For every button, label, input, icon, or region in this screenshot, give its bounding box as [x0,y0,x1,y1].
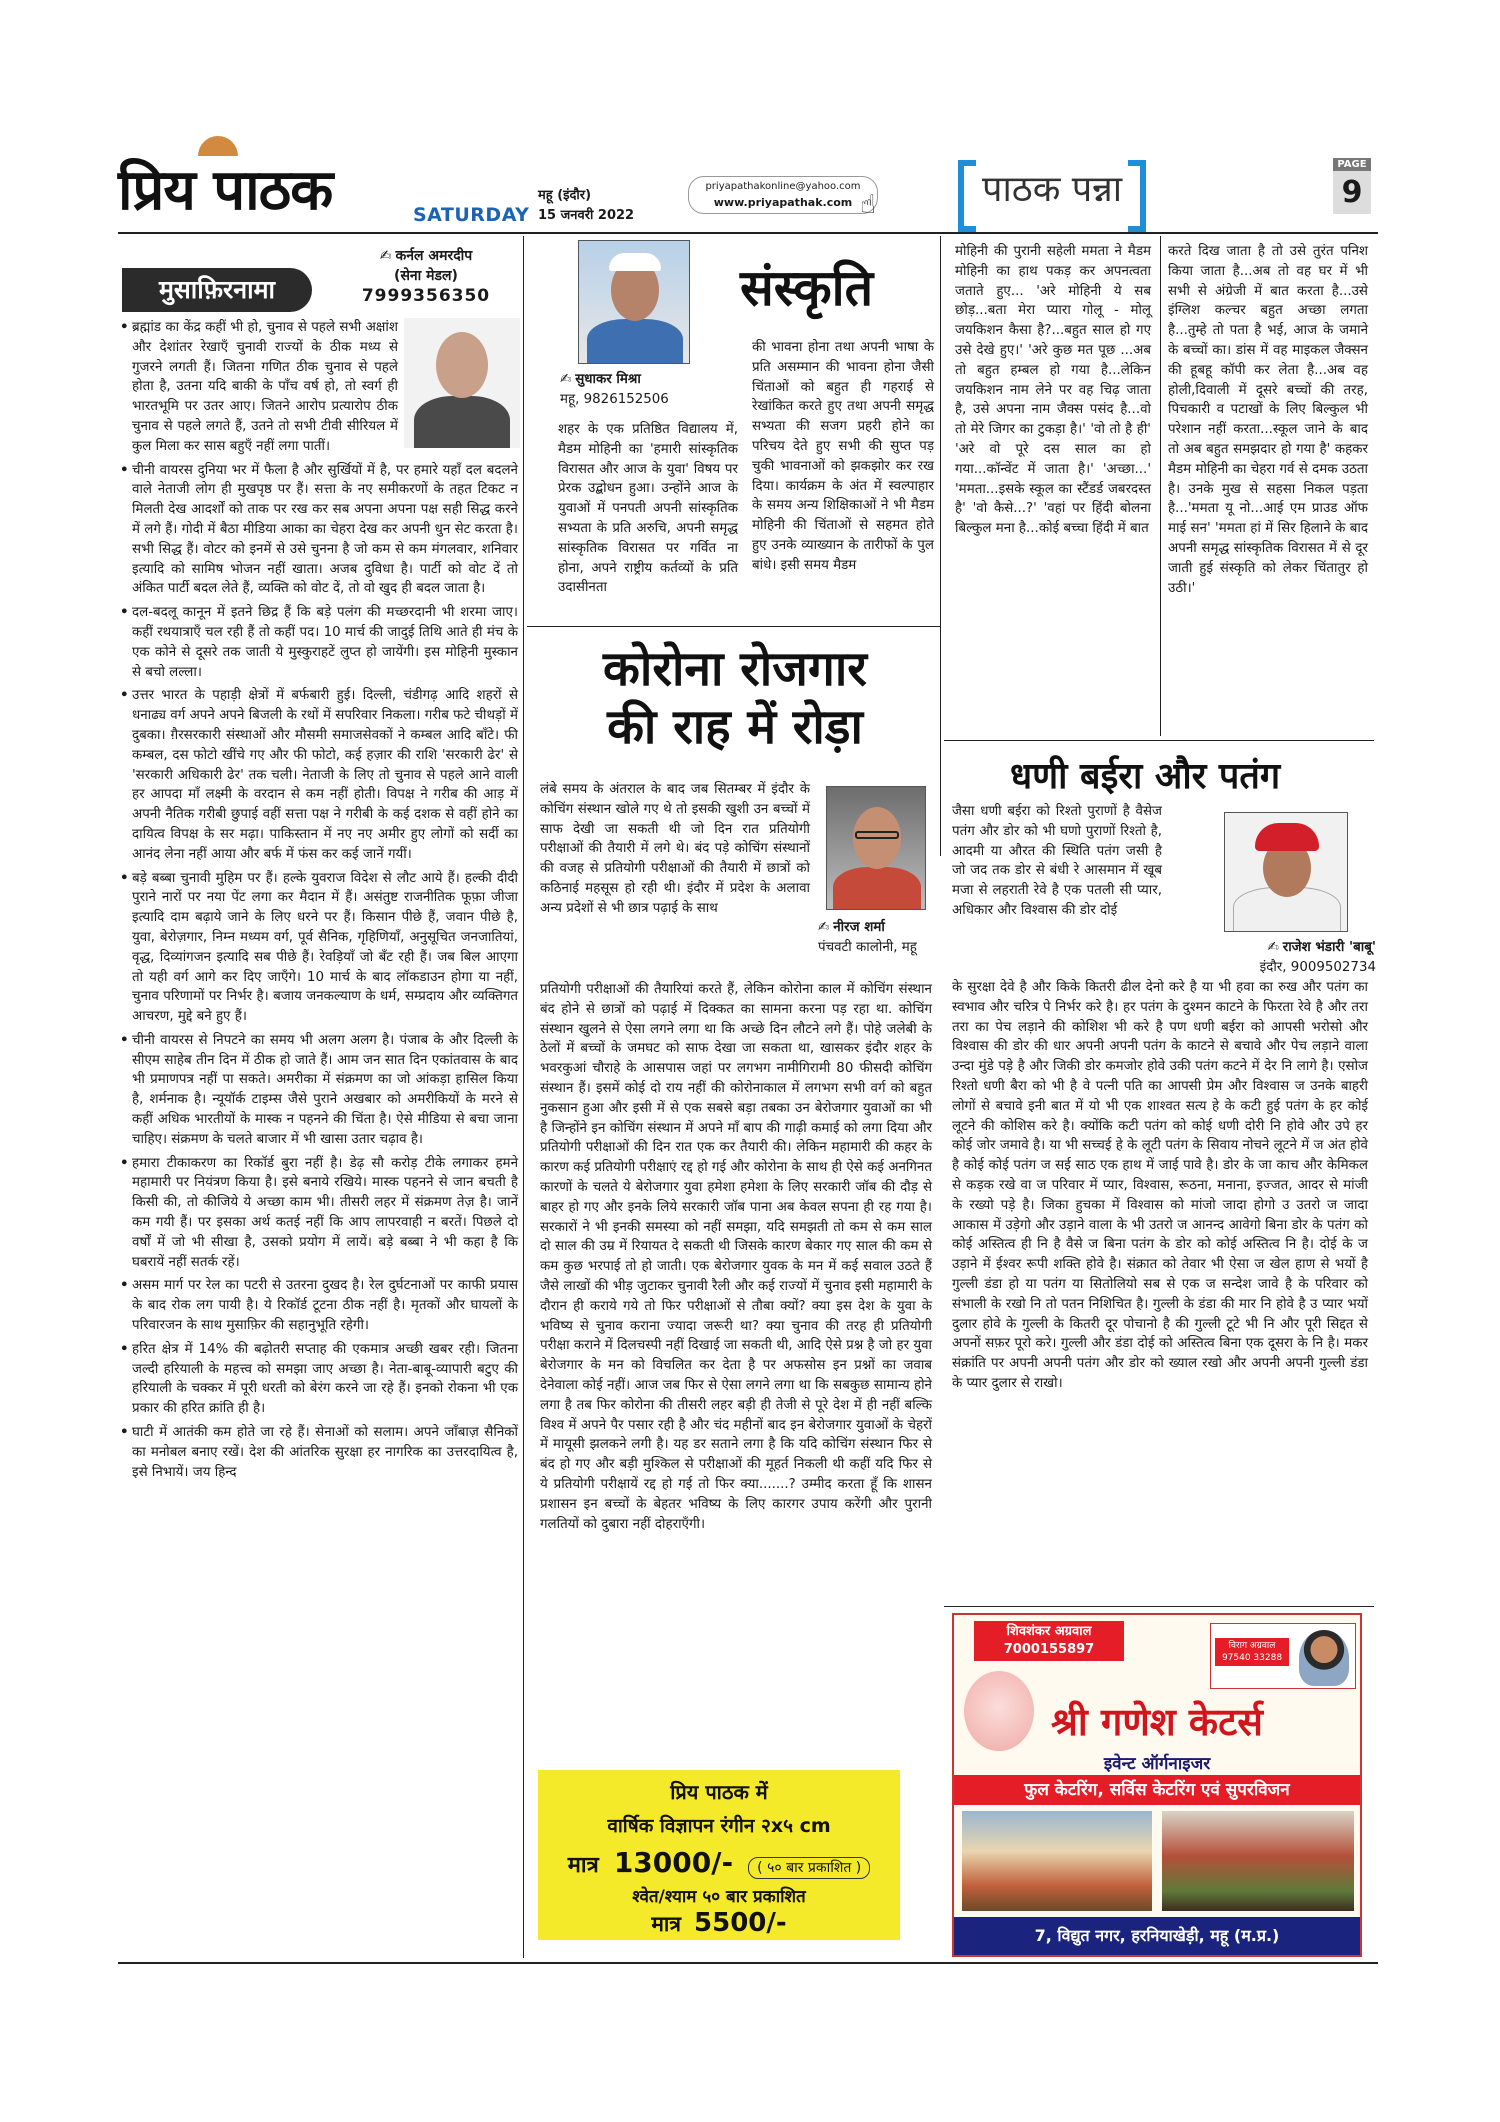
sanskriti-col1: शहर के एक प्रतिष्ठित विद्यालय में, मैडम मोहिनी का 'हमारी सांस्कृतिक विरासत और आज के युवा' विषय पर प्रेरक उद्बोधन हुआ। उन्होंने आज के युवाओं में पनपती अपनी सांस्कृतिक सभ्यता के प्रति अरुचि, अपनी समृद्ध सांस्कृतिक विरासत पर गर्वित ना होना, अपने राष्ट्रीय कर्तव्यों के प्रति उदासीनता [558,422,738,596]
event-photo [962,1811,1152,1911]
page-label: PAGE [1333,158,1371,171]
column-divider [944,1606,1374,1607]
author-place: महू, 9826152506 [560,392,669,407]
catering-brand: श्री गणेश केटर्स [1051,1700,1263,1744]
author-rank: (सेना मेडल) [394,268,458,284]
corona-byline: ✍ नीरज शर्मा पंचवटी कालोनी, महू [818,918,938,958]
column1-byline: ✍ कर्नल अमरदीप (सेना मेडल) 7999356350 [336,246,516,306]
pen-icon: ✍ [560,372,572,387]
corona-body: प्रतियोगी परीक्षाओं की तैयारियां करते हैं, लेकिन कोरोना काल में कोचिंग संस्थान बंद होने से छात्रों को पढ़ाई में दिक्कत का सामना करना पड़ रहा था. कोचिंग संस्थान खुलने से ऐसा लगने लगा था कि अच्छे दिन लौटने लगे हैं। पोहे जलेबी के ठेलों में बच्चों के जमघट को साफ देखा जा सकता था, खासकर इंदौर शहर के भवरकुआं चौराहे के आसपास जहां पर लगभग नामीगिरामी 80 फीसदी कोचिंग संस्थान हैं। इसमें कोई दो राय नहीं की कोरोनाकाल में लगभग सभी वर्ग को बहुत नुकसान हुआ और इसी में से एक सबसे बड़ा तबका उन बेरोजगार युवाओं का भी है जिन्होंने इन कोचिंग संस्थान में अपने माँ बाप की गाढ़ी कमाई को लगा दिया और प्रतियोगी परीक्षाओं की दिन रात एक कर तैयारी की। लेकिन महामारी की कहर के कारण कई प्रतियोगी परीक्षाएं रद्द हो गई और कोरोना के साथ ही ऐसे कई अनगिनत कारणों के चलते ये बेरोजगार युवा हमेशा हमेशा के लिए सरकारी जॉब की दौड़ से बाहर हो गए और इनके लिये सरकारी जॉब पाना अब केवल सपना ही रह गया है। सरकारों ने भी इनकी समस्या को नहीं समझा, यदि समझती तो कम से कम साल दो साल की उम्र में रियायत दे सकती थी जिसके कारण बेकार गए साल की कम से कम कुछ भरपाई तो हो जाती। एक बेरोजगार युवक के मन में कई सवाल उठते हैं जैसे लाखों की भीड़ जुटाकर चुनावी रैली और कई राज्यों में चुनाव इसी महामारी के दौरान ही कराये गये तो फिर परीक्षाओं से तौबा क्यों? क्या इस देश के युवा के भविष्य से चुनाव कराना ज्यादा जरूरी था? क्या चुनाव की तरह ही प्रतियोगी परीक्षा कराने में दिलचस्पी नहीं दिखाई जा सकती थी, आदि ऐसे प्रश्न है जो हर युवा बेरोजगार के मन को विचलित कर देता है पर अफसोस इन प्रश्नों का जवाब देनेवाला कोई नहीं। आज जब फिर से ऐसा लगने लगा था कि सबकुछ सामान्य होने लगा है तब फिर कोरोना की तीसरी लहर बड़ी ही तेजी से पूरे देश में ही नहीं बल्कि विश्व में अपने पैर पसार रही है और चंद महीनों बाद इन बेरोजगार युवाओं के चेहरों में मायूसी झलकने लगी है। यह डर सताने लगा है कि यदि कोचिंग संस्थान फिर से बंद हो गए और बड़ी मुश्किल से परीक्षाओं की मूहर्त निकली थी कहीं यदि फिर से ये प्रतियोगी परीक्षायें रद्द हो गई तो फिर क्या.......? उम्मीद करता हूँ कि शासन प्रशासन इन बच्चों के बेहतर भविष्य के लिए कारगर उपाय करेंगी और पुरानी गलतियों को दुबारा नहीं दोहराएँगी। [540,982,932,1532]
patang-intro: जैसा धणी बईरा को रिश्तो पुराणों है वैसेज पतंग और डोर को भी घणो पुराणों रिश्तो है, आदमी या औरत की स्थिति पतंग जसी है जो जद तक डोर से बंधी रे आसमान में खूब मजा से लहराती रेवे है एक पतली सी प्यार, अधिकार और विश्वास की डोर दोई [952,804,1162,918]
email[interactable]: priyapathakonline@yahoo.com [705,181,861,192]
catering-services: फुल केटरिंग, सर्विस केटरिंग एवं सुपरविजन [954,1775,1360,1805]
author-photo [578,240,690,364]
place: महू (इंदौर) [538,188,592,203]
ad-line: श्वेत/श्याम ५० बार प्रकाशित [632,1887,806,1907]
page-number-box [1333,158,1371,214]
glasses-icon [855,831,899,839]
sun-icon [198,136,238,156]
author-place: पंचवटी कालोनी, महू [818,940,917,955]
column-title: मुसाफ़िरनामा [122,268,312,312]
corona-intro: लंबे समय के अंतराल के बाद जब सितम्बर में इंदौर के कोचिंग संस्थान खोले गए थे तो इसकी खुशी उन बच्चों में साफ देखी जा सकती थी जो दिन रात प्रतियोगी परीक्षाओं की तैयारी में लगे थे। बंद पड़े कोचिंग संस्थानों की वजह से प्रतियोगी परीक्षाओं की तैयारी में छात्रों को कठिनाई महसूस हो रही थी। इंदौर में प्रदेश के अलावा अन्य प्रदेशों से भी छात्र पढ़ाई के साथ [540,782,810,916]
turban-icon [1255,823,1319,851]
subscription-ad [538,1770,900,1940]
section-title: पाठक पन्ना [958,160,1146,220]
ad-price-row: मात्र 13000/- ( ५० बार प्रकाशित ) [538,1846,900,1879]
catering-tagline: इवेन्ट ऑर्गनाइजर [1103,1754,1211,1774]
article-title: धणी बईरा और पतंग [1010,756,1281,797]
pen-icon: ✍ [1267,940,1279,955]
pen-icon: ✍ [379,248,392,264]
masthead [118,150,1378,230]
column-divider [1160,236,1161,736]
page-number: 9 [1333,171,1371,214]
header-rule [118,232,1378,234]
sanskriti-byline: ✍ सुधाकर मिश्रा महू, 9826152506 [560,370,669,410]
article-title: कोरोना रोजगार की राह में रोड़ा [603,641,867,755]
event-photo [1162,1811,1354,1911]
issue-date: 15 जनवरी 2022 [538,208,635,223]
owner2-box [1210,1623,1356,1689]
dateline [538,186,634,226]
sanskriti-col3: मोहिनी की पुरानी सहेली ममता ने मैडम मोहिनी का हाथ पकड़ कर अपनत्वता जताते हुए... 'अरे मोहिनी ये सब छोड़...बता मेरा प्यारा गोलू - मोलू जयकिशन कैसा है?...बहुत साल हो गए उसे देखे हुए।' 'अरे कुछ मत पूछ ...अब तो बहुत हम्बल हो गया है...लेकिन जयकिशन नाम लेने पर वह चिढ़ जाता है, उसे अपना नाम जैक्स पसंद है...वो तो मेरे जिगर का टुकड़ा है।' 'वो तो है ही' 'अरे वो पूरे दस साल का हो गया...कॉन्वेंट में जाता है।' 'अच्छा...' 'ममता...इसके स्कूल का स्टैंडर्ड जबरदस्त है' 'वो कैसे...?' 'वहां पर हिंदी बोलना बिल्कुल मना है...कोई बच्चा हिंदी में बात [955,244,1151,537]
author-photo [826,786,926,910]
column1-text: • ब्रह्मांड का केंद्र कहीं भी हो, चुनाव से पहले सभी अक्षांश और देशांतर रेखाएँ चुनावी राज्यों के ठीक मध्य से गुजरने लगती हैं। जितना गणित ठीक चुनाव से पहले होता है, उतना यदि बाकी के पाँच वर्ष हो, तो स्वर्ग ही भारतभूमि पर उतर आए। जितने आरोप प्रत्यारोप ठीक चुनाव से पहले लगते हैं, उतने तो सभी टीवी सीरियल में कुल मिला कर सास बहुएँ नहीं लगा पातीं। • चीनी वायरस दुनिया भर में फैला है और सुर्खियों में है, पर हमारे यहाँ दल बदलने वाले नेताजी लोग ही मुखपृष्ठ पर हैं। सत्ता के नए समीकरणों के तहत टिकट न मिलती देख आदर्शों को ताक पर रख कर सब अपना अपना पक्ष सही सिद्ध करने में लगे हैं। गोदी में बैठा मीडिया आका का चेहरा देख कर अपनी धुन सेट करता है। सभी सिद्ध हैं। वोटर को इनमें से उसे चुनना है जो कम से कम मंगलवार, शनिवार इत्यादि को सामिष भोजन नहीं खाता। अजब दुविधा है। पार्टी को वोट दें तो अंकित पार्टी बदल लेते हैं, व्यक्ति को वोट दें, तो वो खुद ही बदल जाता है। • दल-बदलू कानून में इतने छिद्र हैं कि बड़े पलंग की मच्छरदानी भी शरमा जाए। कहीं रथयात्राएँ चल रही हैं तो कहीं पद। 10 मार्च की जादुई तिथि आते ही मंच के एक कोने से दूसरे तक जाती ये मुस्कुराहटें लुप्त हो जायेंगी। इस मोहिनी मुस्कान से बचो लल्ला। • उत्तर भारत के पहाड़ी क्षेत्रों में बर्फबारी हुई। दिल्ली, चंडीगढ़ आदि शहरों से धनाढ्य वर्ग अपने अपने बिजली के रथों में सपरिवार निकला। गरीब फटे चीथड़ों में दुबका। ग़ैरसरकारी संस्थाओं और मौसमी समाजसेवकों ने कम्बल आदि बाँटे। फी कम्बल, दस फोटो खींचे गए और फी फोटो, कई हज़ार की राशि 'सरकारी ढेर' से 'सरकारी अधिकारी ढेर' तक चली। नेताजी के लिए तो चुनाव से पहले आने वाली हर आपदा माँ लक्ष्मी के वरदान से कम नहीं होती। विपक्ष ने गरीब की आड़ में अपनी नैतिक गरीबी छुपाई वहीं सत्ता पक्ष ने गरीबी के कई दशक से वहीं होने का दायित्व विपक्ष के सर मढ़ा। पाकिस्तान में नए नए अमीर हुए लोगों को सर्दी का आनंद लेना नहीं आया और बर्फ में फंस कर कई जानें गयीं। • बड़े बब्बा चुनावी मुहिम पर हैं। हल्के युवराज विदेश से लौट आये हैं। हल्की दीदी पुराने नारों पर नया पेंट लगा कर मैदान में हैं। असंतुष्ट राजनीतिक फूफ़ा जीजा इत्यादि दाम बढ़ाये जाने के लिए धरने पर हैं। किसान पीछे हैं, जवान पीछे है, युवा, बेरोज़गार, निम्न मध्यम वर्ग, पूर्व सैनिक, गृहिणियाँ, अनुसूचित जनजातियां, वृद्ध, दिव्यांगजन इत्यादि सब पीछे हैं। रेवड़ियाँ जो बँट रही हैं। जब बिल आएगा तो यही वर्ग आगे कर दिए जाएँगे। 10 मार्च के बाद लॉकडाउन होगा या नहीं, चुनाव परिणामों पर निर्भर है। बजाय जनकल्याण के धर्म, सम्प्रदाय और व्यक्तिगत आचरण, मुद्दे बने हुए हैं। • चीनी वायरस से निपटने का समय भी अलग अलग है। पंजाब के और दिल्ली के सीएम साहेब तीन दिन में ठीक हो जाते हैं। आम जन सात दिन एकांतवास के बाद भी प्रमाणपत्र नहीं पा सकते। अमरीका में संक्रमण का जो आंकड़ा हासिल किया है, शर्मनाक है। न्यूयॉर्क टाइम्स जैसे पुराने अखबार को अमरीकियों के मरने से कहीं अधिक भारतीयों के मास्क न पहनने की चिंता है। ऐसे मीडिया से बचा जाना चाहिए। संक्रमण के चलते बाजार में भी खासा उतार चढ़ाव है। • हमारा टीकाकरण का रिकॉर्ड बुरा नहीं है। डेढ़ सौ करोड़ टीके लगाकर हमने महामारी पर नियंत्रण किया है। इसे बनाये रखिये। मास्क पहनने से जान बचती है किसी की, तो कीजिये ये अच्छा काम भी। तीसरी लहर में संक्रमण तेज़ है। जानें कम गयी हैं। पर इसका अर्थ कतई नहीं कि आप लापरवाही न बरतें। पिछले दो वर्षों में जो भी सीखा है, उसको प्रयोग में लायें। बड़े बब्बा ने भी कहा है कि घबरायें नहीं सतर्क रहें। • असम मार्ग पर रेल का पटरी से उतरना दुखद है। रेल दुर्घटनाओं पर काफी प्रयास के बाद रोक लग पायी है। ये रिकॉर्ड टूटना ठीक नहीं है। मृतकों और घायलों के परिवारजन के साथ मुसाफ़िर की सहानुभूति रहेगी। • हरित क्षेत्र में 14% की बढ़ोतरी सप्ताह की एकमात्र अच्छी खबर रही। जितना जल्दी हरियाली के महत्त्व को समझा जाए अच्छा है। नेता-बाबू-व्यापारी बटुए की हरियाली के चक्कर में पूरी धरती को बेरंग करने जा रहे हैं। इनको रोकना भी एक प्रकार की हरित क्रांति ही है। • घाटी में आतंकी कम होते जा रहे हैं। सेनाओं को सलाम। अपने जाँबाज़ सैनिकों का मनोबल बनाए रखें। देश की आंतरिक सुरक्षा हर नागरिक का उत्तरदायित्व है, इसे निभायें। जय हिन्द [120,318,518,1486]
column-divider [523,236,524,1958]
owner2-tag: विराग अग्रवाल 97540 33288 [1215,1638,1289,1666]
sanskriti-col2: की भावना होना तथा अपनी भाषा के प्रति असम्मान की भावना होना जैसी चिंताओं को बहुत ही गहराई से रेखांकित करते हुए तथा अपनी समृद्ध सभ्यता की सजग प्रहरी होने का परिचय देते हुए सभी की सुप्त पड़ चुकी भावनाओं को झकझोर कर रख दिया। कार्यक्रम के अंत में स्वल्पाहार के समय अन्य शिक्षिकाओं ने भी मैडम मोहिनी की चिंताओं से सहमत होते हुए उनके व्याख्यान के तारीफों के पुल बांधे। इसी समय मैडम [752,340,934,573]
footer-rule [118,1962,1378,1964]
section-divider [944,740,1374,741]
article-title: संस्कृति [740,259,874,317]
patang-byline: ✍ राजेश भंडारी 'बाबू' इंदौर, 9009502734 [1196,938,1376,978]
owner-photo [1299,1630,1349,1686]
sanskriti-col4: करते दिख जाता है तो उसे तुरंत पनिश किया जाता है...अब तो वह घर में भी सभी से अंग्रेजी में बात करता है...उसे इंग्लिश कल्चर बहुत अच्छा लगता है...तुम्हे तो पता है भई, आज के जमाने के बच्चों का। डांस में वह माइकल जैक्सन की हूबहू कॉपी कर लेता है...अब वह होली,दिवाली में दूसरे बच्चों की तरह, पिचकारी व पटाखों के लिए बिल्कुल भी परेशान नहीं करता...स्कूल जाने के बाद तो अब बहुत समझदार हो गया है' कहकर मैडम मोहिनी का चेहरा गर्व से दमक उठता है। उनके मुख से सहसा निकल पड़ता है...'ममता यू नो...आई एम प्राउड ऑफ माई सन' 'ममता हां में सिर हिलाने के बाद अपनी समृद्ध सांस्कृतिक विरासत में से दूर जाती हुई संस्कृति को लेकर चिंतातुर हो उठी।' [1168,244,1368,596]
section-divider [527,626,940,627]
cap-icon [609,253,661,271]
pointing-hand-icon: ☝ [860,190,876,220]
catering-ad [952,1613,1362,1957]
patang-body: के सुरक्षा देवे है और किके कितरी ढील देनो करे है या भी हवा का रुख और पतंग का स्वभाव और चरित्र पे निर्भर करे है। हर पतंग के दुश्मन काटने के फिरता रेवे है और तरा तरा का पेच लड़ाने की कोशिश भी करे है पण धणी बईरा को आपसी भरोसो और विश्वास की डोर की धार अपनी अपनी पतंग के काटने से बचावे और पेच लड़ाने वाला उन्दा मुंडे पड़े है और जिकी डोर कमजोर होवे उकी पतंग कटने में देर नि लागे है। एसोज रिश्तो धणी बैरा को भी है वे पत्नी पति का आपसी प्रेम और विश्वास ज उनके बाहरी लोगों से बचावे इनी बात में यो भी एक शाश्वत सत्य हे के कटी हुई पतंग के हर कोई लूटने की कोशिस करे है। क्योंकि कटी पतंग को कोई धणी दोरी नि होवे और उपे हर कोई जोर जमावे है। या भी सच्चई हे के लूटी पतंग के सिवाय नोचने लूटने में ज अंत होवे है कोई कोई पतंग ज सई साठ एक हाथ में जाई पावे है। डोर के जा काच और केमिकल से कड़क रखे वा ज परिवार में प्यार, विश्वास, रूठना, मनाना, इज्जत, आदर से मांजी के रख्यो पड़े है। जिका हुचका में विश्वास को मांजो जादा होगो उ उतरो ज जादा आकास में उड़ेगो और उड़ाने वाला के भी उतरो ज आनन्द आवेगो बिना डोर के पतंग को कोई अस्तित्व ही नि है वैसे ज बिना पतंग के डोर को कोई अस्तित्व नि है। दोई के ज उड़ाने में ईश्वर रूपी शक्ति होवे है। संक्रात को तेवार भी ऐसा ज खेल हाण से भयों है गुल्ली डंडा हो या पतंग या सितोलियो सब से एक ज सन्देश जावे है के परिवार को संभाली के रखो नि तो पतन निशिचित है। गुल्ली के डंडा की मार नि होवे है उ प्यार भयों दुलार होवे के गुल्ली के कितरी दूर पोचानो है की गुल्ली टूटे भी नि और पूरी सिद्दत से अपनों सफ़र पूरो करे। गुल्ली और डंडा दोई को अस्तित्व बिना एक दूसरा के नि है। मकर संक्रांति पर अपनी अपनी पतंग और डोर को ख्याल रखो और अपनी अपनी गुल्ली डंडा के प्यार दुलार से राखो। [952,980,1368,1391]
ad-line: प्रिय पाठक में [670,1780,768,1804]
weekday: SATURDAY [413,204,530,226]
ad-price-row: मात्र 5500/- [651,1908,787,1938]
catering-address: 7, विद्युत नगर, हरनियाखेड़ी, महू (म.प्र.) [954,1917,1360,1955]
author-place: इंदौर, 9009502734 [1259,960,1376,975]
ad-line: वार्षिक विज्ञापन रंगीन २x५ cm [607,1815,831,1837]
website[interactable]: www.priyapathak.com [713,196,853,209]
author-photo [1224,812,1348,932]
owner1-tag: शिवशंकर अग्रवाल 7000155897 [974,1621,1124,1661]
contact-box [688,176,878,214]
author-phone: 7999356350 [361,286,491,306]
newspaper-logo: प्रिय पाठक [118,150,332,226]
pen-icon: ✍ [818,920,830,935]
column-divider [940,236,941,856]
